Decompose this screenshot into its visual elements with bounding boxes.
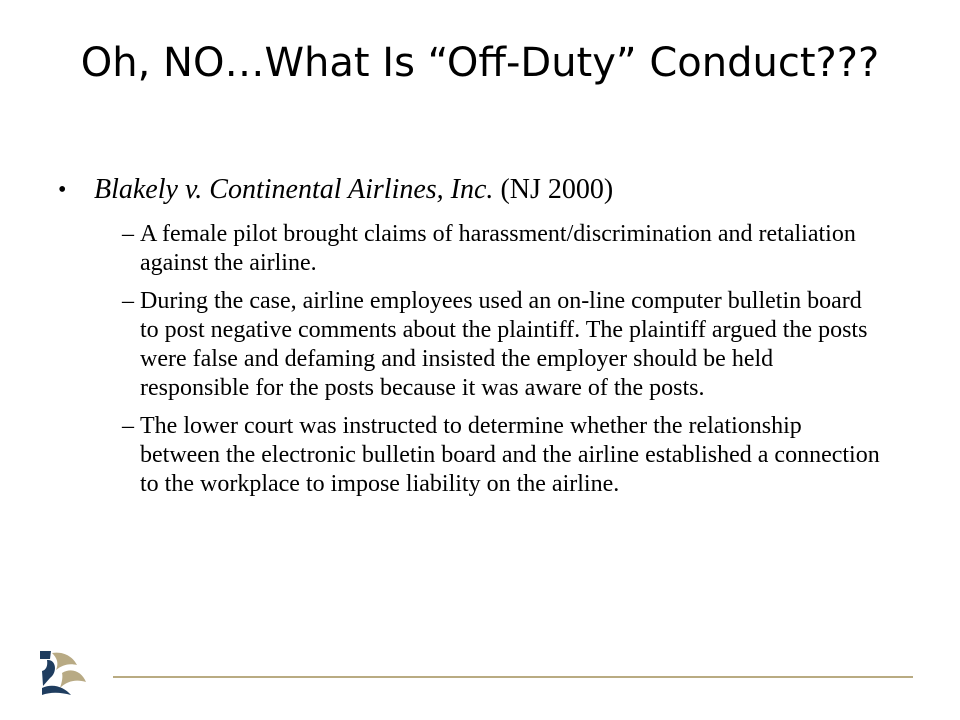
- firm-logo-icon: [38, 650, 88, 696]
- case-bullet: [58, 170, 908, 210]
- footer-divider: [113, 676, 913, 678]
- list-item: [58, 287, 908, 403]
- case-detail: (NJ 2000): [493, 174, 614, 205]
- slide-title: Oh, NO…What Is “Off-Duty” Conduct???: [80, 40, 880, 86]
- dash-marker: –: [122, 288, 134, 314]
- slide-body: [58, 170, 908, 508]
- list-item: [58, 220, 908, 278]
- dash-marker: –: [122, 221, 134, 247]
- case-citation: [94, 170, 613, 210]
- dash-marker: –: [122, 413, 134, 439]
- list-item-text: A female pilot brought claims of harassment/discrimination and retaliation against the airline.: [140, 221, 856, 276]
- bullet-marker: •: [58, 177, 67, 203]
- list-item-text: The lower court was instructed to determine whether the relationship between the electronic bulletin board and the airline established a connection to the workplace to impose liability on the airline.: [140, 413, 880, 497]
- case-details-list: [58, 220, 908, 499]
- list-item-text: During the case, airline employees used an on-line computer bulletin board to post negative comments about the plaintiff. The plaintiff argued the posts were false and defaming and insisted the employer should be held responsible for the posts because it was aware of the posts.: [140, 288, 868, 401]
- list-item: [58, 412, 908, 499]
- case-name: Blakely v. Continental Airlines, Inc.: [94, 174, 494, 205]
